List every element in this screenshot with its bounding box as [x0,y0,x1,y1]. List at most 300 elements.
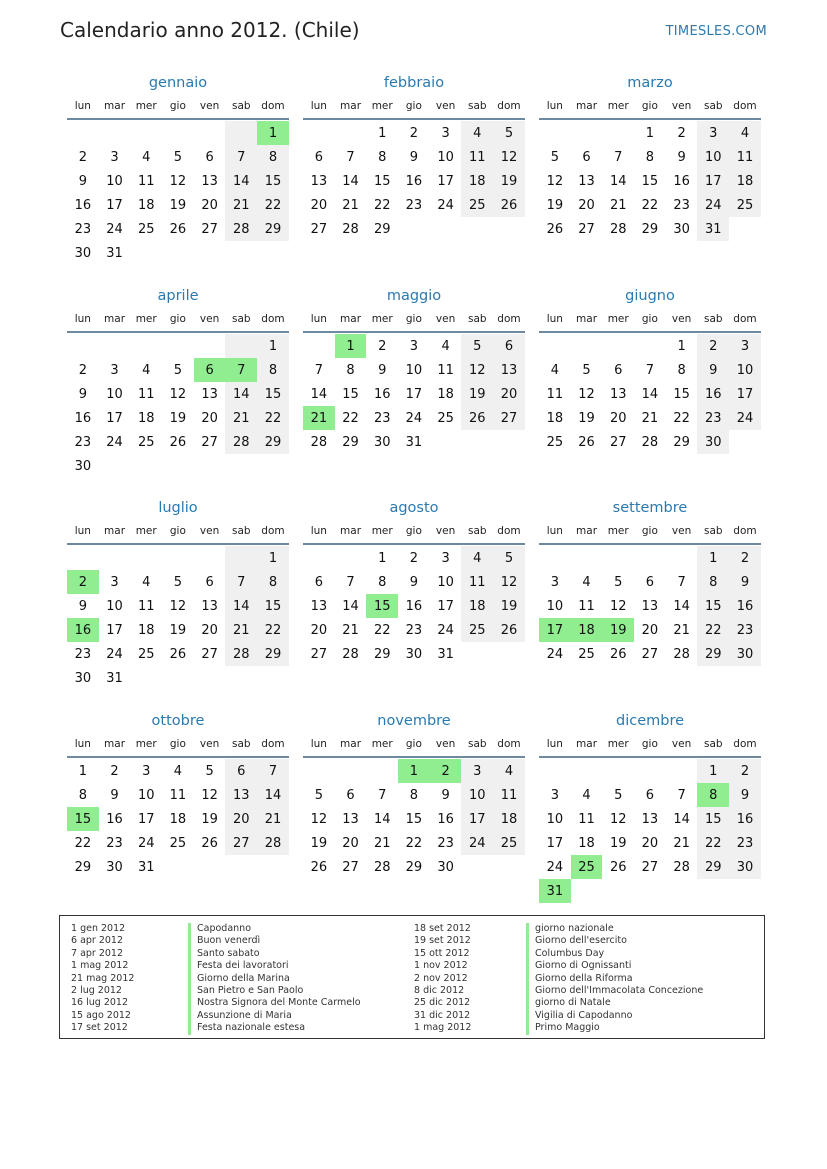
weekday-label: lun [74,738,91,750]
weekday-label: ven [435,100,456,112]
calendar-day: 22 [405,835,423,851]
calendar-day: 10 [437,574,454,590]
calendar-day: 2 [409,125,419,141]
calendar-day: 9 [78,173,87,189]
calendar-day: 10 [729,358,761,382]
calendar-day: 15 [342,386,359,402]
empty-day [67,546,99,570]
calendar-day: 8 [378,149,387,165]
empty-day [697,879,729,903]
calendar-day: 28 [310,434,328,450]
legend-holiday-name: Assunzione di Maria [188,1010,361,1022]
weekday-label: sab [467,525,487,537]
calendar-day: 29 [697,642,729,666]
calendar-day: 12 [169,386,187,402]
empty-day [99,546,131,570]
calendar-day: 22 [257,618,289,642]
holiday-day: 21 [303,406,335,430]
calendar-day: 24 [106,221,123,237]
empty-day [162,855,194,879]
calendar-day: 31 [437,646,454,662]
calendar-day: 8 [78,787,87,803]
calendar-day: 30 [74,245,92,261]
holiday-day: 16 [67,618,99,642]
calendar-day: 24 [437,197,454,213]
month-giugno [539,285,761,454]
calendar-day: 13 [641,811,659,827]
weekday-label: mer [371,738,393,750]
calendar-day: 18 [137,622,155,638]
empty-day [539,334,571,358]
empty-day [194,334,226,358]
calendar-day: 3 [110,362,119,378]
day-grid [539,121,761,241]
calendar-day: 13 [310,173,328,189]
empty-day [729,217,761,241]
empty-day [461,855,493,879]
empty-day [571,879,603,903]
weekday-label: ven [435,525,456,537]
calendar-day: 18 [546,410,564,426]
weekday-label: mar [104,313,126,325]
calendar-day: 17 [437,173,454,189]
weekday-label: dom [733,738,757,750]
calendar-day: 1 [378,550,387,566]
calendar-day: 4 [142,574,151,590]
calendar-day: 20 [201,622,218,638]
calendar-day: 9 [78,598,87,614]
calendar-day: 28 [225,642,257,666]
calendar-day: 26 [169,646,187,662]
empty-day [571,759,603,783]
weekday-label: mar [104,100,126,112]
calendar-day: 12 [461,358,493,382]
weekday-label: gio [169,313,186,325]
empty-day [461,217,493,241]
calendar-day: 2 [378,338,387,354]
calendar-day: 5 [173,362,183,378]
calendar-day: 8 [409,787,419,803]
empty-day [162,121,194,145]
calendar-day: 7 [378,787,387,803]
calendar-day: 16 [74,410,92,426]
month-title: agosto [389,500,439,516]
calendar-day: 16 [74,197,92,213]
month-luglio [67,497,289,690]
holiday-legend [59,915,765,1039]
legend-date: 6 apr 2012 [71,935,124,947]
weekday-label: gio [169,738,186,750]
calendar-day: 9 [409,149,419,165]
calendar-day: 13 [493,358,525,382]
calendar-day: 13 [578,173,595,189]
calendar-day: 8 [257,358,289,382]
calendar-day: 16 [405,173,423,189]
legend-date: 16 lug 2012 [71,997,128,1009]
calendar-day: 1 [697,759,729,783]
holiday-day: 17 [539,618,571,642]
calendar-day: 23 [74,646,92,662]
calendar-day: 26 [169,434,187,450]
calendar-day: 11 [578,811,595,827]
calendar-day: 31 [697,217,729,241]
weekday-label: lun [310,313,327,325]
calendar-day: 7 [346,574,355,590]
calendar-day: 29 [74,859,92,875]
legend-date: 15 ago 2012 [71,1009,131,1021]
empty-day [303,759,335,783]
weekday-label: mar [576,525,598,537]
calendar-day: 27 [609,434,627,450]
legend-dates-left [71,923,134,1035]
weekday-label: mar [576,100,598,112]
calendar-day: 28 [225,217,257,241]
legend-dates-right [414,923,471,1035]
calendar-day: 5 [173,149,183,165]
empty-day [493,430,525,454]
calendar-day: 2 [409,550,419,566]
empty-day [162,454,194,478]
weekday-label: mer [371,313,393,325]
calendar-day: 13 [225,783,257,807]
calendar-day: 24 [697,193,729,217]
calendar-day: 26 [493,618,525,642]
calendar-day: 27 [310,646,328,662]
weekday-label: dom [261,738,285,750]
empty-day [335,759,367,783]
holiday-day: 31 [539,879,571,903]
calendar-day: 21 [609,197,627,213]
calendar-day: 18 [461,594,493,618]
empty-day [430,430,462,454]
calendar-day: 7 [257,759,289,783]
empty-day [257,666,289,690]
calendar-day: 18 [578,835,595,851]
calendar-day: 12 [493,145,525,169]
legend-holiday-name: Vigilia di Capodanno [526,1010,703,1022]
weekday-header [303,307,525,333]
calendar-day: 25 [546,434,564,450]
legend-date: 7 apr 2012 [71,947,124,959]
calendar-day: 4 [582,574,591,590]
calendar-day: 14 [225,169,257,193]
weekday-label: sab [231,738,251,750]
calendar-day: 20 [342,835,359,851]
weekday-label: dom [497,525,521,537]
empty-day [461,430,493,454]
empty-day [729,879,761,903]
calendar-day: 13 [310,598,328,614]
calendar-day: 4 [729,121,761,145]
calendar-day: 6 [346,787,355,803]
calendar-day: 20 [201,410,218,426]
calendar-day: 3 [550,574,559,590]
calendar-day: 4 [441,338,450,354]
calendar-day: 21 [342,197,359,213]
legend-date: 2 nov 2012 [414,972,468,984]
empty-day [634,546,666,570]
empty-day [130,666,162,690]
holiday-day: 19 [602,618,634,642]
calendar-day: 5 [614,574,623,590]
weekday-label: mer [607,100,629,112]
calendar-day: 10 [437,149,454,165]
weekday-label: sab [231,525,251,537]
legend-holiday-name: Primo Maggio [526,1022,703,1034]
weekday-label: mar [340,100,362,112]
calendar-day: 30 [74,458,92,474]
weekday-label: ven [199,100,220,112]
calendar-day: 5 [493,546,525,570]
legend-holiday-name: Festa dei lavoratori [188,960,361,972]
calendar-day: 16 [106,811,123,827]
weekday-label: gio [169,525,186,537]
empty-day [571,334,603,358]
legend-date: 1 mag 2012 [414,1022,472,1034]
holiday-day: 1 [257,121,289,145]
calendar-day: 14 [225,382,257,406]
empty-day [162,334,194,358]
weekday-label: lun [546,313,563,325]
calendar-day: 21 [225,618,257,642]
calendar-day: 23 [437,835,454,851]
weekday-label: mer [607,313,629,325]
calendar-day: 6 [645,787,655,803]
calendar-day: 19 [201,811,218,827]
weekday-label: lun [546,738,563,750]
calendar-day: 21 [373,835,391,851]
empty-day [67,121,99,145]
calendar-day: 18 [137,410,155,426]
empty-day [225,666,257,690]
calendar-day: 11 [461,570,493,594]
legend-holiday-name: San Pietro e San Paolo [188,985,361,997]
legend-date: 1 nov 2012 [414,960,468,972]
calendar-day: 14 [609,173,627,189]
calendar-day: 3 [461,759,493,783]
weekday-label: lun [74,525,91,537]
brand-link[interactable]: TIMESLES.COM [665,24,767,39]
legend-names-right [526,923,703,1035]
calendar-day: 3 [110,574,119,590]
calendar-day: 27 [342,859,359,875]
calendar-day: 25 [729,193,761,217]
calendar-day: 25 [461,618,493,642]
weekday-label: mer [135,525,157,537]
calendar-day: 28 [641,434,659,450]
calendar-day: 5 [205,763,214,779]
day-grid [303,759,525,879]
calendar-day: 5 [493,121,525,145]
calendar-day: 30 [673,221,690,237]
empty-day [130,241,162,265]
holiday-day: 7 [225,358,257,382]
calendar-day: 30 [729,642,761,666]
weekday-label: dom [733,100,757,112]
calendar-day: 27 [493,406,525,430]
calendar-day: 11 [546,386,564,402]
calendar-day: 9 [677,149,686,165]
weekday-header [303,94,525,120]
calendar-day: 9 [729,570,761,594]
calendar-day: 29 [257,217,289,241]
calendar-day: 13 [641,598,659,614]
calendar-day: 21 [342,622,359,638]
calendar-day: 12 [578,386,595,402]
weekday-label: ven [671,313,692,325]
calendar-day: 29 [342,434,359,450]
day-grid [539,334,761,454]
weekday-label: dom [733,313,757,325]
legend-holiday-name: Giorno della Marina [188,973,361,985]
calendar-day: 25 [137,646,155,662]
calendar-day: 28 [673,646,690,662]
calendar-day: 14 [225,594,257,618]
weekday-label: lun [310,100,327,112]
empty-day [67,334,99,358]
month-title: giugno [625,288,675,304]
calendar-day: 9 [110,787,119,803]
weekday-label: mer [135,313,157,325]
weekday-label: dom [497,738,521,750]
calendar-day: 24 [546,859,564,875]
calendar-day: 19 [546,197,564,213]
weekday-label: ven [199,525,220,537]
empty-day [634,759,666,783]
empty-day [493,642,525,666]
calendar-day: 24 [729,406,761,430]
month-title: luglio [158,500,198,516]
empty-day [130,454,162,478]
weekday-header [303,519,525,545]
calendar-day: 17 [106,410,123,426]
legend-date: 1 gen 2012 [71,923,126,934]
calendar-day: 12 [546,173,564,189]
calendar-day: 3 [550,787,559,803]
calendar-day: 15 [673,386,690,402]
calendar-day: 18 [169,811,187,827]
calendar-day: 31 [106,670,123,686]
empty-day [666,546,698,570]
month-dicembre [539,710,761,903]
calendar-day: 2 [677,125,686,141]
holiday-day: 15 [67,807,99,831]
weekday-header [67,307,289,333]
month-febbraio [303,72,525,241]
calendar-day: 10 [106,173,123,189]
calendar-day: 1 [697,546,729,570]
legend-holiday-name: Capodanno [188,923,361,935]
calendar-day: 25 [437,410,454,426]
day-grid [539,759,761,903]
calendar-day: 4 [142,149,151,165]
weekday-label: dom [497,313,521,325]
empty-day [225,241,257,265]
calendar-day: 6 [314,149,323,165]
calendar-day: 19 [169,197,187,213]
calendar-day: 3 [441,550,450,566]
weekday-label: sab [703,738,723,750]
calendar-day: 19 [169,622,187,638]
month-maggio [303,285,525,454]
calendar-day: 8 [645,149,655,165]
calendar-day: 20 [641,622,659,638]
legend-date: 25 dic 2012 [414,997,471,1009]
calendar-day: 23 [74,221,92,237]
weekday-label: ven [199,738,220,750]
empty-day [493,217,525,241]
empty-day [335,121,367,145]
weekday-header [539,519,761,545]
month-agosto [303,497,525,666]
calendar-day: 3 [697,121,729,145]
calendar-day: 24 [546,646,564,662]
calendar-day: 22 [673,410,690,426]
weekday-label: gio [641,738,658,750]
calendar-day: 26 [201,835,218,851]
calendar-day: 28 [342,646,359,662]
calendar-day: 20 [641,835,659,851]
weekday-label: dom [497,100,521,112]
calendar-day: 8 [677,362,686,378]
weekday-header [303,732,525,758]
calendar-day: 5 [614,787,623,803]
day-grid [303,121,525,241]
calendar-day: 6 [205,149,214,165]
calendar-day: 22 [257,406,289,430]
calendar-day: 25 [137,221,155,237]
month-title: gennaio [148,75,208,91]
calendar-day: 30 [437,859,454,875]
holiday-day: 15 [366,594,398,618]
calendar-day: 28 [609,221,627,237]
calendar-day: 14 [673,811,690,827]
empty-day [602,546,634,570]
legend-holiday-name: Columbus Day [526,948,703,960]
calendar-day: 7 [677,574,686,590]
empty-day [257,454,289,478]
calendar-day: 3 [409,338,419,354]
calendar-day: 10 [697,145,729,169]
weekday-label: sab [231,313,251,325]
holiday-day: 25 [571,855,603,879]
empty-day [461,642,493,666]
calendar-day: 15 [257,594,289,618]
calendar-day: 11 [137,598,155,614]
month-ottobre [67,710,289,879]
calendar-day: 31 [405,434,423,450]
calendar-day: 14 [257,783,289,807]
calendar-day: 10 [137,787,155,803]
calendar-day: 6 [493,334,525,358]
empty-day [602,879,634,903]
calendar-day: 6 [645,574,655,590]
day-grid [303,546,525,666]
month-settembre [539,497,761,666]
calendar-day: 25 [578,646,595,662]
calendar-day: 24 [405,410,423,426]
weekday-label: mar [104,738,126,750]
calendar-day: 31 [106,245,123,261]
calendar-day: 12 [201,787,218,803]
weekday-label: mar [340,313,362,325]
calendar-day: 18 [461,169,493,193]
empty-day [99,121,131,145]
calendar-day: 28 [257,831,289,855]
legend-holiday-name: Festa nazionale estesa [188,1022,361,1034]
calendar-day: 26 [578,434,595,450]
holiday-day: 8 [697,783,729,807]
